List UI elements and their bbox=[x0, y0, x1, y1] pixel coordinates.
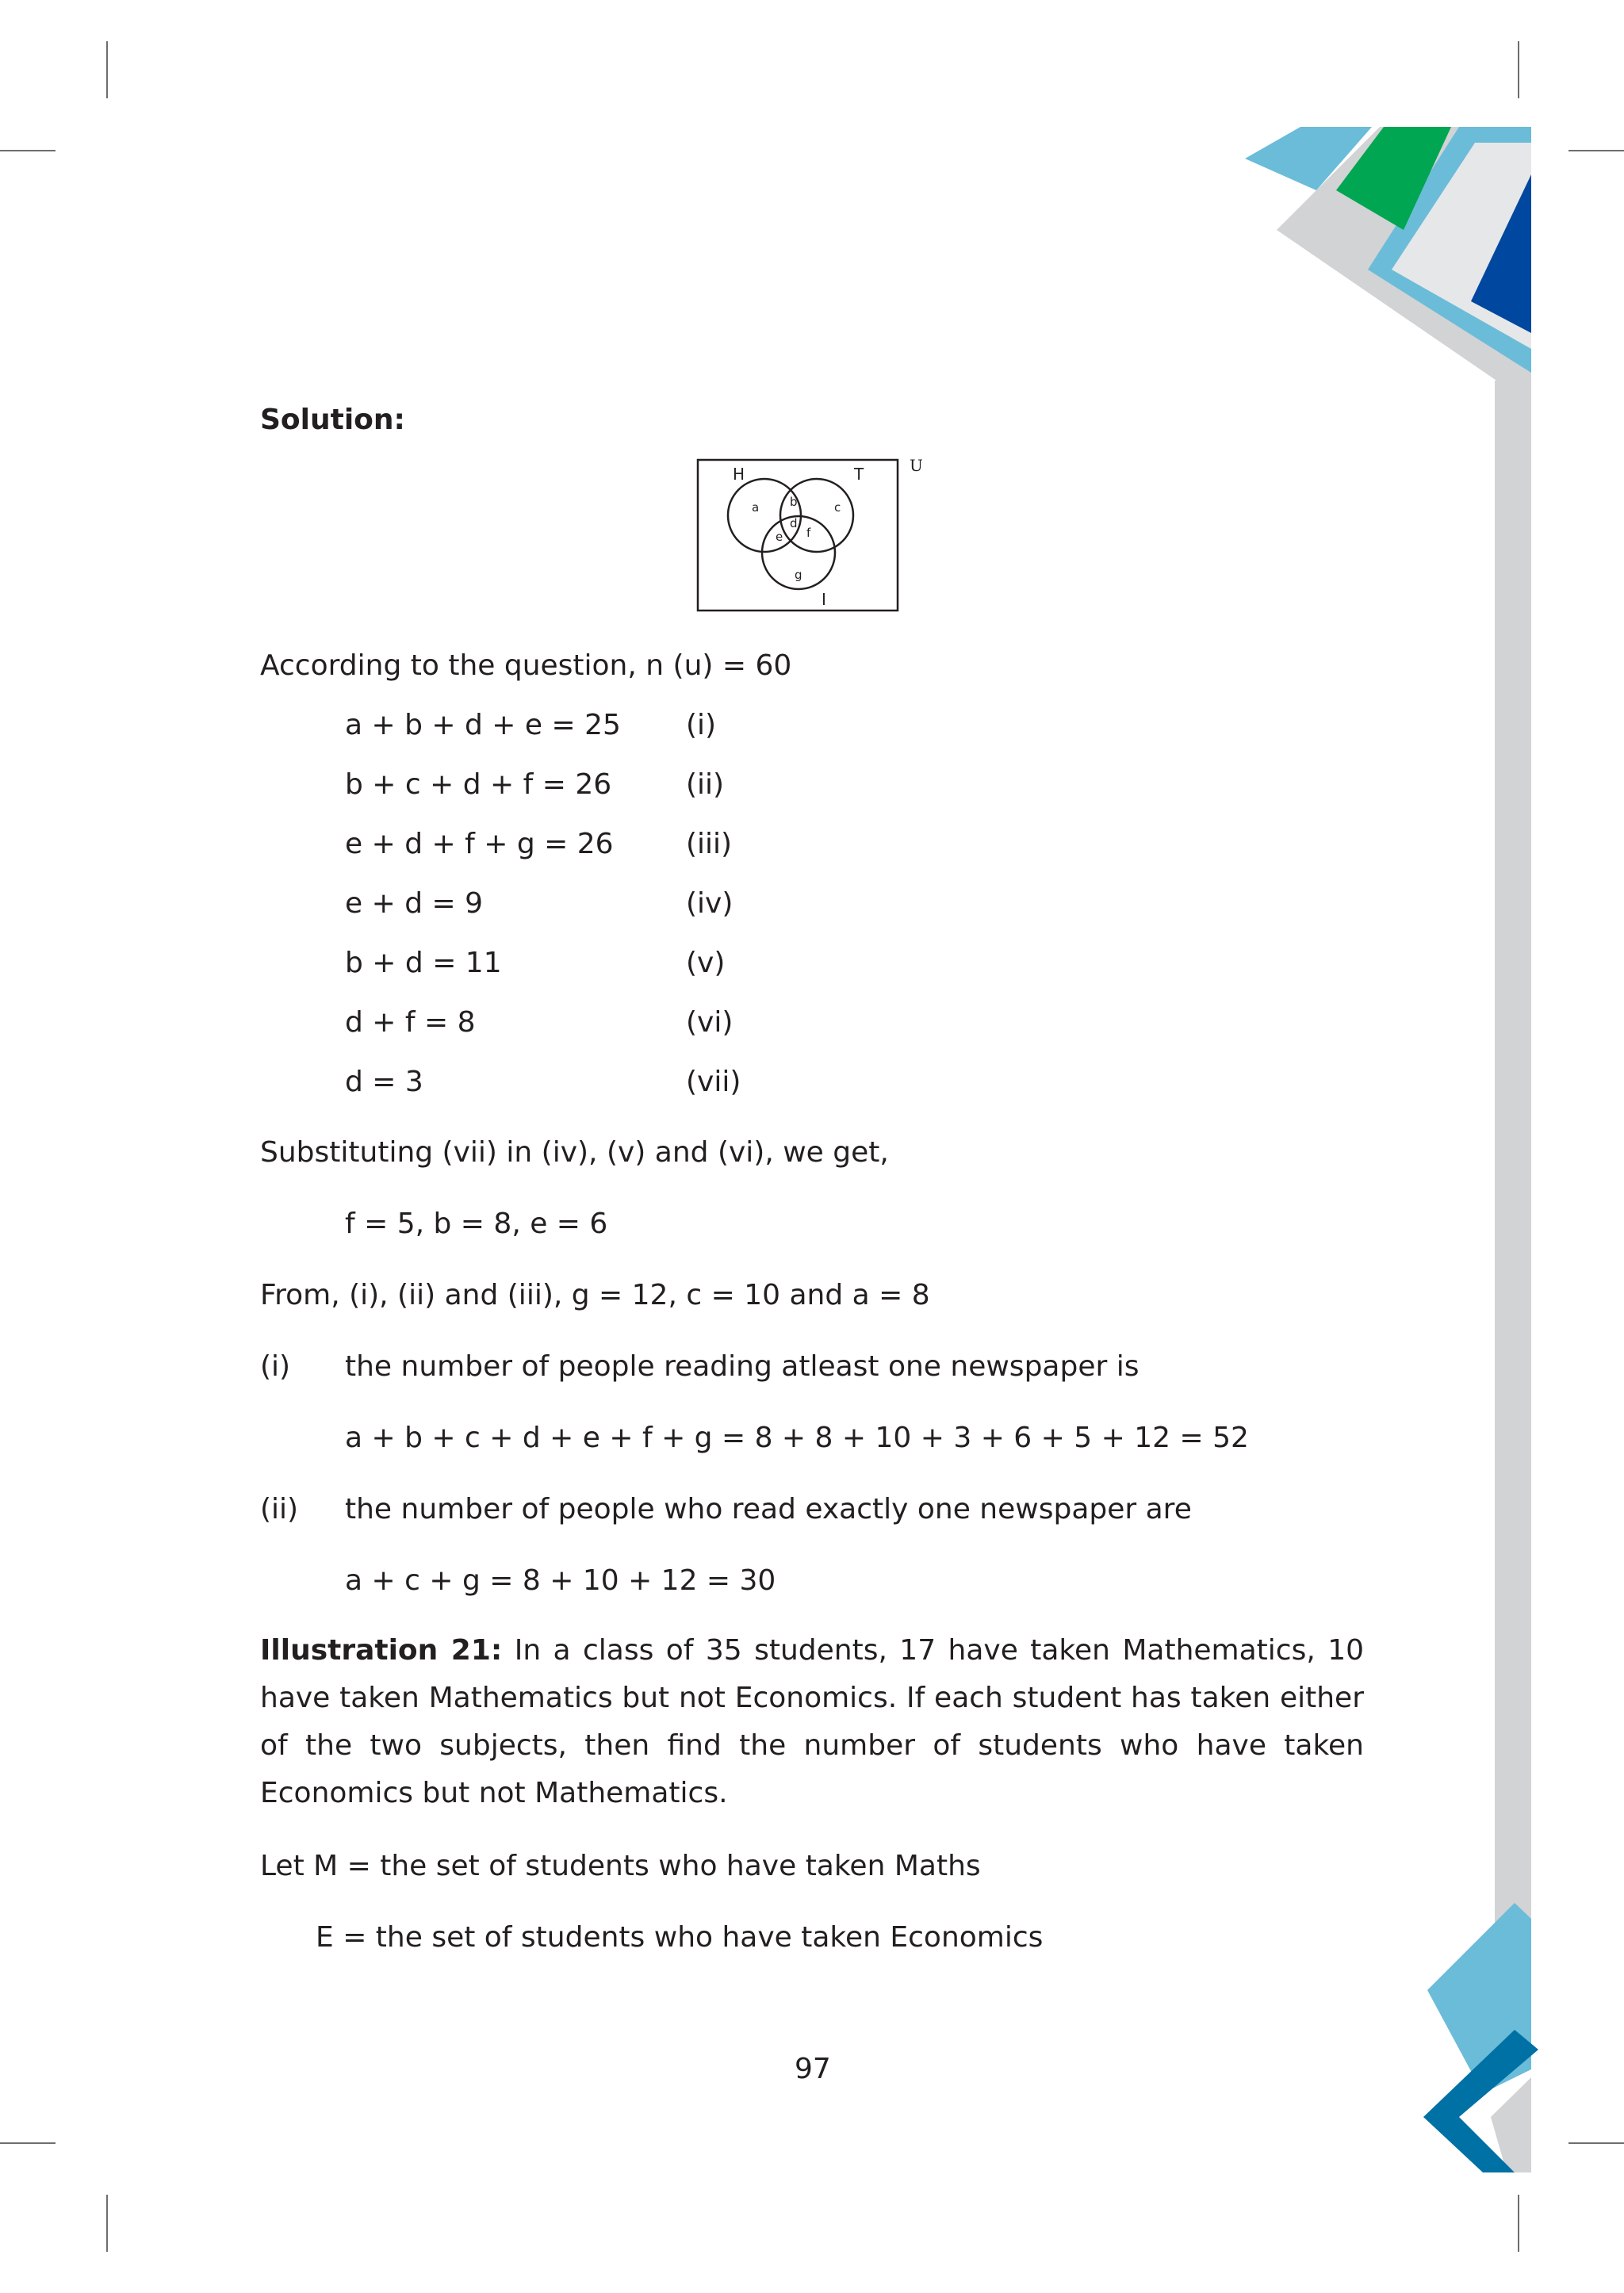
label-i: I bbox=[822, 590, 826, 609]
answer-calc: a + b + c + d + e + f + g = 8 + 8 + 10 + 3 + 6 + 5 + 12 = 52 bbox=[345, 1422, 1249, 1454]
crop-mark bbox=[106, 2195, 108, 2252]
venn-diagram bbox=[690, 452, 928, 618]
region-c: c bbox=[834, 500, 841, 515]
intro-text: According to the question, n (u) = 60 bbox=[260, 649, 792, 682]
universe-box bbox=[698, 460, 898, 611]
region-d: d bbox=[790, 516, 798, 530]
solution-heading: Solution: bbox=[260, 404, 405, 436]
label-t: T bbox=[854, 465, 864, 484]
label-h: H bbox=[733, 465, 745, 484]
margin-bar bbox=[1495, 381, 1531, 2061]
let-m-text: Let M = the set of students who have taken Maths bbox=[260, 1850, 981, 1882]
equation-tag: (vi) bbox=[686, 1006, 733, 1039]
crop-mark bbox=[1568, 150, 1624, 151]
substitution-text: Substituting (vii) in (iv), (v) and (vi), we get, bbox=[260, 1136, 889, 1169]
answer-calc: a + c + g = 8 + 10 + 12 = 30 bbox=[345, 1564, 776, 1597]
page-decoration bbox=[1221, 111, 1554, 2172]
equation-expr: e + d = 9 bbox=[345, 887, 484, 920]
equation-tag: (i) bbox=[686, 709, 717, 741]
equation-expr: d + f = 8 bbox=[345, 1006, 476, 1039]
crop-mark bbox=[106, 41, 108, 98]
substitution-result: f = 5, b = 8, e = 6 bbox=[345, 1208, 608, 1240]
answer-label: (ii) bbox=[260, 1493, 299, 1525]
equation-tag: (vii) bbox=[686, 1066, 741, 1098]
equation-tag: (v) bbox=[686, 947, 726, 979]
region-f: f bbox=[806, 526, 811, 540]
region-b: b bbox=[790, 495, 798, 509]
equation-tag: (ii) bbox=[686, 768, 725, 801]
equation-expr: d = 3 bbox=[345, 1066, 423, 1098]
crop-mark bbox=[0, 150, 56, 151]
equation-tag: (iii) bbox=[686, 828, 733, 860]
crop-mark bbox=[1518, 41, 1519, 98]
answer-text: the number of people reading atleast one newspaper is bbox=[345, 1350, 1139, 1383]
equation-expr: e + d + f + g = 26 bbox=[345, 828, 614, 860]
region-a: a bbox=[752, 500, 760, 515]
label-u: U bbox=[910, 456, 923, 475]
set-t-circle bbox=[780, 479, 853, 552]
equation-expr: b + d = 11 bbox=[345, 947, 502, 979]
equation-tag: (iv) bbox=[686, 887, 733, 920]
illustration-paragraph bbox=[260, 1627, 1364, 1817]
answer-text: the number of people who read exactly one newspaper are bbox=[345, 1493, 1192, 1525]
region-g: g bbox=[795, 568, 802, 582]
illustration-text: In a class of 35 students, 17 have taken Mathematics, 10 have taken Mathematics but not Economics. If each student has taken either of the two subjects, then find the number of students who have taken Economics but not Mathematics. bbox=[260, 1634, 1364, 1809]
illustration-lead: Illustration 21: bbox=[260, 1634, 503, 1667]
crop-mark bbox=[1518, 2195, 1519, 2252]
region-e: e bbox=[776, 530, 783, 544]
page-number: 97 bbox=[795, 2053, 831, 2085]
answer-label: (i) bbox=[260, 1350, 291, 1383]
equation-expr: b + c + d + f = 26 bbox=[345, 768, 612, 801]
from-text: From, (i), (ii) and (iii), g = 12, c = 10 and a = 8 bbox=[260, 1279, 930, 1311]
let-e-text: E = the set of students who have taken Economics bbox=[316, 1921, 1044, 1954]
crop-mark bbox=[1568, 2142, 1624, 2144]
equation-expr: a + b + d + e = 25 bbox=[345, 709, 621, 741]
crop-mark bbox=[0, 2142, 56, 2144]
